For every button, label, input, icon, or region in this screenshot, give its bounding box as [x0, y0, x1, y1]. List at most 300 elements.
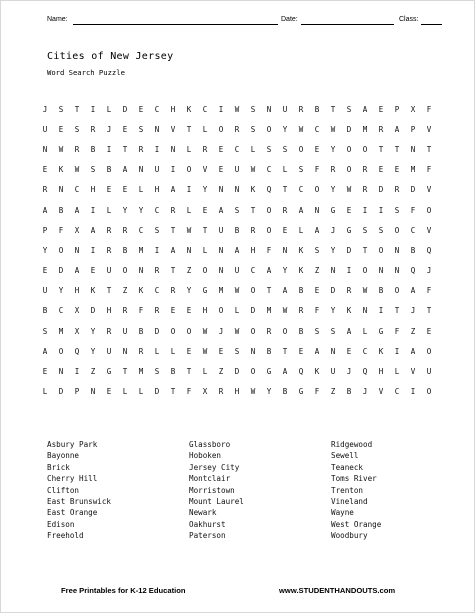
grid-letter: S: [74, 124, 80, 134]
word-list-item: Glassboro: [189, 440, 231, 449]
grid-letter: F: [314, 387, 320, 397]
word-list-item: Vineland: [331, 496, 368, 506]
word-list-item: West Orange: [331, 519, 382, 529]
grid-letter: K: [298, 266, 304, 276]
grid-letter: E: [298, 346, 304, 356]
grid-letter: N: [282, 245, 288, 255]
grid-letter: S: [154, 367, 160, 377]
grid-letter: O: [394, 286, 400, 296]
grid-letter: K: [90, 286, 96, 296]
grid-letter: N: [394, 266, 400, 276]
grid-letter: A: [42, 346, 48, 356]
grid-letter: A: [282, 286, 288, 296]
grid-letter: R: [154, 306, 160, 316]
grid-letter: A: [266, 266, 272, 276]
grid-letter: I: [186, 185, 192, 195]
grid-letter: L: [298, 225, 304, 235]
grid-letter: H: [74, 286, 80, 296]
grid-letter: N: [138, 165, 144, 175]
word-list-item: Edison: [47, 519, 75, 529]
grid-letter: F: [58, 225, 64, 235]
student-info-header: [1, 13, 475, 27]
grid-letter: U: [282, 104, 288, 114]
grid-letter: W: [58, 144, 64, 154]
word-list-item: Oakhurst: [189, 519, 226, 529]
page-subtitle: Word Search Puzzle: [47, 68, 125, 77]
grid-letter: T: [122, 367, 128, 377]
grid-letter: J: [346, 367, 352, 377]
grid-letter: V: [426, 185, 432, 195]
grid-letter: V: [426, 225, 432, 235]
grid-letter: E: [218, 144, 224, 154]
grid-letter: H: [90, 185, 96, 195]
grid-letter: E: [314, 286, 320, 296]
grid-letter: R: [42, 185, 48, 195]
grid-letter: U: [234, 165, 240, 175]
grid-letter: E: [186, 306, 192, 316]
grid-letter: Y: [330, 245, 336, 255]
grid-letter: A: [74, 205, 80, 215]
grid-letter: P: [410, 124, 416, 134]
grid-letter: Z: [122, 286, 128, 296]
grid-letter: C: [410, 225, 416, 235]
grid-letter: S: [234, 205, 240, 215]
grid-letter: T: [426, 144, 432, 154]
grid-letter: D: [378, 185, 384, 195]
grid-letter: K: [346, 306, 352, 316]
grid-letter: B: [58, 205, 64, 215]
grid-letter: Q: [266, 185, 272, 195]
grid-letter: A: [42, 205, 48, 215]
grid-letter: B: [106, 165, 112, 175]
grid-letter: F: [266, 245, 272, 255]
grid-letter: I: [74, 367, 80, 377]
grid-letter: U: [330, 367, 336, 377]
grid-letter: O: [394, 225, 400, 235]
grid-letter: L: [394, 367, 400, 377]
grid-letter: T: [282, 346, 288, 356]
grid-letter: N: [394, 245, 400, 255]
word-list-item: Bayonne: [47, 451, 80, 461]
grid-letter: D: [122, 104, 128, 114]
grid-letter: E: [218, 346, 224, 356]
grid-letter: Y: [282, 266, 288, 276]
grid-letter: C: [202, 104, 208, 114]
grid-letter: E: [394, 165, 400, 175]
grid-letter: V: [426, 124, 432, 134]
page-title: Cities of New Jersey: [47, 51, 174, 62]
grid-letter: X: [410, 104, 416, 114]
grid-letter: O: [362, 144, 368, 154]
grid-letter: H: [202, 306, 208, 316]
grid-letter: M: [410, 165, 416, 175]
grid-letter: Q: [362, 367, 368, 377]
grid-letter: C: [394, 387, 400, 397]
word-list-item: Newark: [189, 508, 217, 518]
grid-letter: O: [202, 266, 208, 276]
grid-letter: N: [58, 185, 64, 195]
grid-letter: I: [90, 205, 96, 215]
grid-letter: D: [346, 245, 352, 255]
grid-letter: N: [378, 266, 384, 276]
grid-letter: T: [282, 185, 288, 195]
grid-letter: N: [74, 245, 80, 255]
grid-letter: N: [186, 245, 192, 255]
grid-letter: N: [58, 367, 64, 377]
grid-letter: F: [426, 104, 432, 114]
grid-letter: W: [234, 286, 240, 296]
grid-letter: M: [138, 245, 144, 255]
grid-letter: Z: [218, 367, 224, 377]
word-list-item: Toms River: [331, 474, 377, 484]
grid-letter: K: [378, 346, 384, 356]
word-list-column-1: [47, 439, 111, 542]
grid-letter: S: [58, 104, 64, 114]
grid-letter: M: [266, 306, 272, 316]
grid-letter: T: [170, 225, 176, 235]
grid-letter: Y: [122, 205, 128, 215]
grid-letter: D: [90, 306, 96, 316]
grid-letter: L: [202, 245, 208, 255]
grid-letter: C: [138, 225, 144, 235]
grid-letter: J: [362, 387, 368, 397]
class-label: Class:: [399, 16, 419, 23]
grid-letter: O: [186, 326, 192, 336]
grid-letter: S: [42, 326, 48, 336]
grid-letter: E: [58, 124, 64, 134]
grid-letter: R: [330, 165, 336, 175]
grid-letter: O: [426, 205, 432, 215]
grid-letter: R: [170, 286, 176, 296]
grid-letter: X: [74, 306, 80, 316]
grid-letter: I: [378, 205, 384, 215]
grid-letter: E: [186, 346, 192, 356]
word-list-item: East Brunswick: [47, 496, 112, 506]
grid-letter: S: [250, 124, 256, 134]
grid-letter: B: [170, 367, 176, 377]
grid-letter: R: [90, 124, 96, 134]
grid-letter: N: [410, 144, 416, 154]
grid-letter: W: [282, 306, 288, 316]
word-list-item: Teaneck: [331, 462, 364, 472]
grid-letter: S: [138, 124, 144, 134]
grid-letter: A: [362, 104, 368, 114]
grid-letter: F: [410, 205, 416, 215]
word-list-item: Brick: [47, 462, 70, 472]
grid-letter: P: [394, 104, 400, 114]
grid-letter: B: [346, 387, 352, 397]
grid-letter: Q: [426, 245, 432, 255]
grid-letter: A: [314, 225, 320, 235]
grid-letter: B: [122, 245, 128, 255]
date-line: [301, 24, 394, 25]
grid-letter: I: [378, 306, 384, 316]
grid-letter: T: [170, 387, 176, 397]
grid-letter: S: [250, 104, 256, 114]
grid-letter: T: [122, 144, 128, 154]
grid-letter: A: [394, 124, 400, 134]
grid-letter: W: [362, 286, 368, 296]
grid-letter: X: [202, 387, 208, 397]
grid-letter: M: [218, 286, 224, 296]
grid-letter: R: [266, 326, 272, 336]
grid-letter: S: [154, 225, 160, 235]
grid-letter: D: [234, 367, 240, 377]
grid-letter: O: [346, 144, 352, 154]
grid-letter: T: [378, 144, 384, 154]
grid-letter: T: [330, 104, 336, 114]
word-list-column-2: [189, 439, 244, 542]
date-label: Date:: [281, 16, 298, 23]
grid-letter: S: [282, 144, 288, 154]
grid-letter: W: [250, 165, 256, 175]
grid-letter: R: [362, 185, 368, 195]
grid-letter: A: [122, 165, 128, 175]
grid-letter: T: [170, 266, 176, 276]
grid-letter: A: [74, 266, 80, 276]
grid-letter: P: [42, 225, 48, 235]
grid-letter: U: [106, 266, 112, 276]
grid-letter: G: [298, 387, 304, 397]
grid-letter: L: [170, 346, 176, 356]
word-list-item: East Orange: [47, 508, 98, 518]
grid-letter: S: [298, 165, 304, 175]
grid-letter: S: [314, 245, 320, 255]
grid-letter: L: [122, 387, 128, 397]
grid-letter: W: [250, 387, 256, 397]
grid-letter: Y: [58, 286, 64, 296]
word-list-item: Jersey City: [189, 462, 240, 472]
grid-letter: Q: [298, 367, 304, 377]
grid-letter: O: [426, 387, 432, 397]
grid-letter: O: [218, 124, 224, 134]
footer-website: www.STUDENTHANDOUTS.com: [279, 586, 396, 595]
grid-letter: E: [282, 225, 288, 235]
grid-letter: N: [42, 144, 48, 154]
grid-letter: M: [58, 326, 64, 336]
grid-letter: U: [154, 165, 160, 175]
grid-letter: R: [202, 144, 208, 154]
grid-letter: A: [218, 205, 224, 215]
grid-letter: F: [138, 306, 144, 316]
grid-letter: I: [90, 104, 96, 114]
grid-letter: W: [74, 165, 80, 175]
grid-letter: A: [234, 245, 240, 255]
grid-letter: A: [346, 326, 352, 336]
grid-letter: B: [282, 387, 288, 397]
grid-letter: V: [170, 124, 176, 134]
grid-letter: O: [122, 266, 128, 276]
grid-letter: B: [138, 326, 144, 336]
grid-letter: E: [170, 306, 176, 316]
grid-letter: O: [362, 266, 368, 276]
grid-letter: O: [250, 326, 256, 336]
name-line: [73, 24, 278, 25]
grid-letter: O: [282, 326, 288, 336]
word-list-item: Cherry Hill: [47, 474, 98, 484]
grid-letter: L: [106, 205, 112, 215]
grid-letter: N: [122, 346, 128, 356]
grid-letter: Q: [74, 346, 80, 356]
grid-letter: A: [90, 225, 96, 235]
grid-letter: T: [74, 104, 80, 114]
grid-letter: D: [58, 387, 64, 397]
grid-letter: N: [138, 266, 144, 276]
grid-letter: I: [410, 387, 416, 397]
word-list-column-3: [331, 439, 381, 542]
grid-letter: C: [74, 185, 80, 195]
grid-letter: T: [426, 306, 432, 316]
grid-letter: I: [106, 144, 112, 154]
grid-letter: E: [122, 124, 128, 134]
grid-letter: B: [298, 286, 304, 296]
grid-letter: Y: [282, 124, 288, 134]
grid-letter: O: [250, 367, 256, 377]
grid-letter: S: [378, 225, 384, 235]
grid-letter: B: [90, 144, 96, 154]
grid-letter: C: [314, 124, 320, 134]
grid-letter: D: [250, 306, 256, 316]
grid-letter: D: [346, 124, 352, 134]
word-list-item: Mount Laurel: [189, 496, 244, 506]
grid-letter: I: [218, 104, 224, 114]
grid-letter: G: [266, 367, 272, 377]
grid-letter: M: [138, 367, 144, 377]
grid-letter: N: [218, 266, 224, 276]
grid-letter: M: [362, 124, 368, 134]
grid-letter: I: [90, 245, 96, 255]
grid-letter: V: [378, 387, 384, 397]
grid-letter: G: [106, 367, 112, 377]
grid-letter: B: [314, 104, 320, 114]
grid-letter: T: [202, 225, 208, 235]
grid-letter: Y: [330, 144, 336, 154]
grid-letter: U: [42, 286, 48, 296]
grid-letter: U: [122, 326, 128, 336]
class-line: [421, 24, 442, 25]
grid-letter: I: [362, 205, 368, 215]
word-list-item: Wayne: [331, 508, 354, 518]
grid-letter: C: [58, 306, 64, 316]
grid-letter: O: [346, 165, 352, 175]
grid-letter: L: [282, 165, 288, 175]
grid-letter: N: [218, 245, 224, 255]
grid-letter: Z: [314, 266, 320, 276]
grid-letter: Y: [90, 326, 96, 336]
grid-letter: T: [186, 367, 192, 377]
grid-letter: R: [362, 165, 368, 175]
word-list-item: Montclair: [189, 474, 231, 484]
grid-letter: L: [202, 124, 208, 134]
grid-letter: R: [298, 104, 304, 114]
grid-letter: S: [90, 165, 96, 175]
grid-letter: T: [250, 205, 256, 215]
grid-letter: T: [394, 306, 400, 316]
grid-letter: Y: [42, 245, 48, 255]
grid-letter: I: [346, 266, 352, 276]
grid-letter: A: [298, 205, 304, 215]
grid-letter: O: [250, 286, 256, 296]
grid-letter: E: [90, 266, 96, 276]
grid-letter: T: [106, 286, 112, 296]
grid-letter: F: [394, 326, 400, 336]
grid-letter: K: [314, 367, 320, 377]
grid-letter: N: [250, 346, 256, 356]
grid-letter: A: [410, 346, 416, 356]
grid-letter: C: [298, 185, 304, 195]
grid-letter: N: [314, 205, 320, 215]
grid-letter: O: [58, 346, 64, 356]
grid-letter: U: [426, 367, 432, 377]
grid-letter: L: [202, 367, 208, 377]
word-list-item: Trenton: [331, 485, 364, 495]
grid-letter: B: [234, 225, 240, 235]
grid-letter: S: [346, 104, 352, 114]
word-list-item: Hoboken: [189, 451, 222, 461]
grid-letter: F: [314, 165, 320, 175]
grid-letter: W: [234, 104, 240, 114]
grid-letter: W: [330, 124, 336, 134]
grid-letter: A: [170, 245, 176, 255]
grid-letter: I: [154, 144, 160, 154]
grid-letter: W: [202, 326, 208, 336]
word-list-item: Morristown: [189, 485, 235, 495]
grid-letter: W: [234, 326, 240, 336]
grid-letter: Y: [330, 185, 336, 195]
grid-letter: O: [266, 205, 272, 215]
grid-letter: H: [378, 367, 384, 377]
grid-letter: E: [378, 165, 384, 175]
grid-letter: A: [314, 346, 320, 356]
grid-letter: V: [410, 367, 416, 377]
grid-letter: L: [362, 326, 368, 336]
grid-letter: H: [154, 185, 160, 195]
grid-letter: E: [426, 326, 432, 336]
grid-letter: C: [154, 286, 160, 296]
grid-letter: N: [218, 185, 224, 195]
grid-letter: F: [426, 165, 432, 175]
grid-letter: O: [186, 165, 192, 175]
grid-letter: R: [378, 124, 384, 134]
word-list-item: Woodbury: [331, 531, 368, 541]
grid-letter: N: [170, 144, 176, 154]
grid-letter: S: [330, 326, 336, 336]
grid-letter: E: [218, 165, 224, 175]
grid-letter: R: [170, 205, 176, 215]
grid-letter: E: [106, 387, 112, 397]
grid-letter: F: [426, 286, 432, 296]
word-list-item: Asbury Park: [47, 440, 98, 449]
word-list-item: Clifton: [47, 485, 80, 495]
grid-letter: P: [74, 387, 80, 397]
grid-letter: H: [106, 306, 112, 316]
grid-letter: B: [266, 346, 272, 356]
grid-letter: R: [106, 225, 112, 235]
word-list-item: Paterson: [189, 531, 226, 541]
grid-letter: O: [378, 245, 384, 255]
grid-letter: R: [154, 266, 160, 276]
grid-letter: J: [426, 266, 432, 276]
grid-letter: T: [266, 286, 272, 296]
grid-letter: E: [106, 185, 112, 195]
grid-letter: R: [138, 346, 144, 356]
grid-letter: K: [186, 104, 192, 114]
grid-letter: D: [58, 266, 64, 276]
grid-letter: B: [378, 286, 384, 296]
word-list-item: Sewell: [331, 451, 359, 461]
grid-letter: L: [154, 346, 160, 356]
grid-letter: G: [346, 225, 352, 235]
